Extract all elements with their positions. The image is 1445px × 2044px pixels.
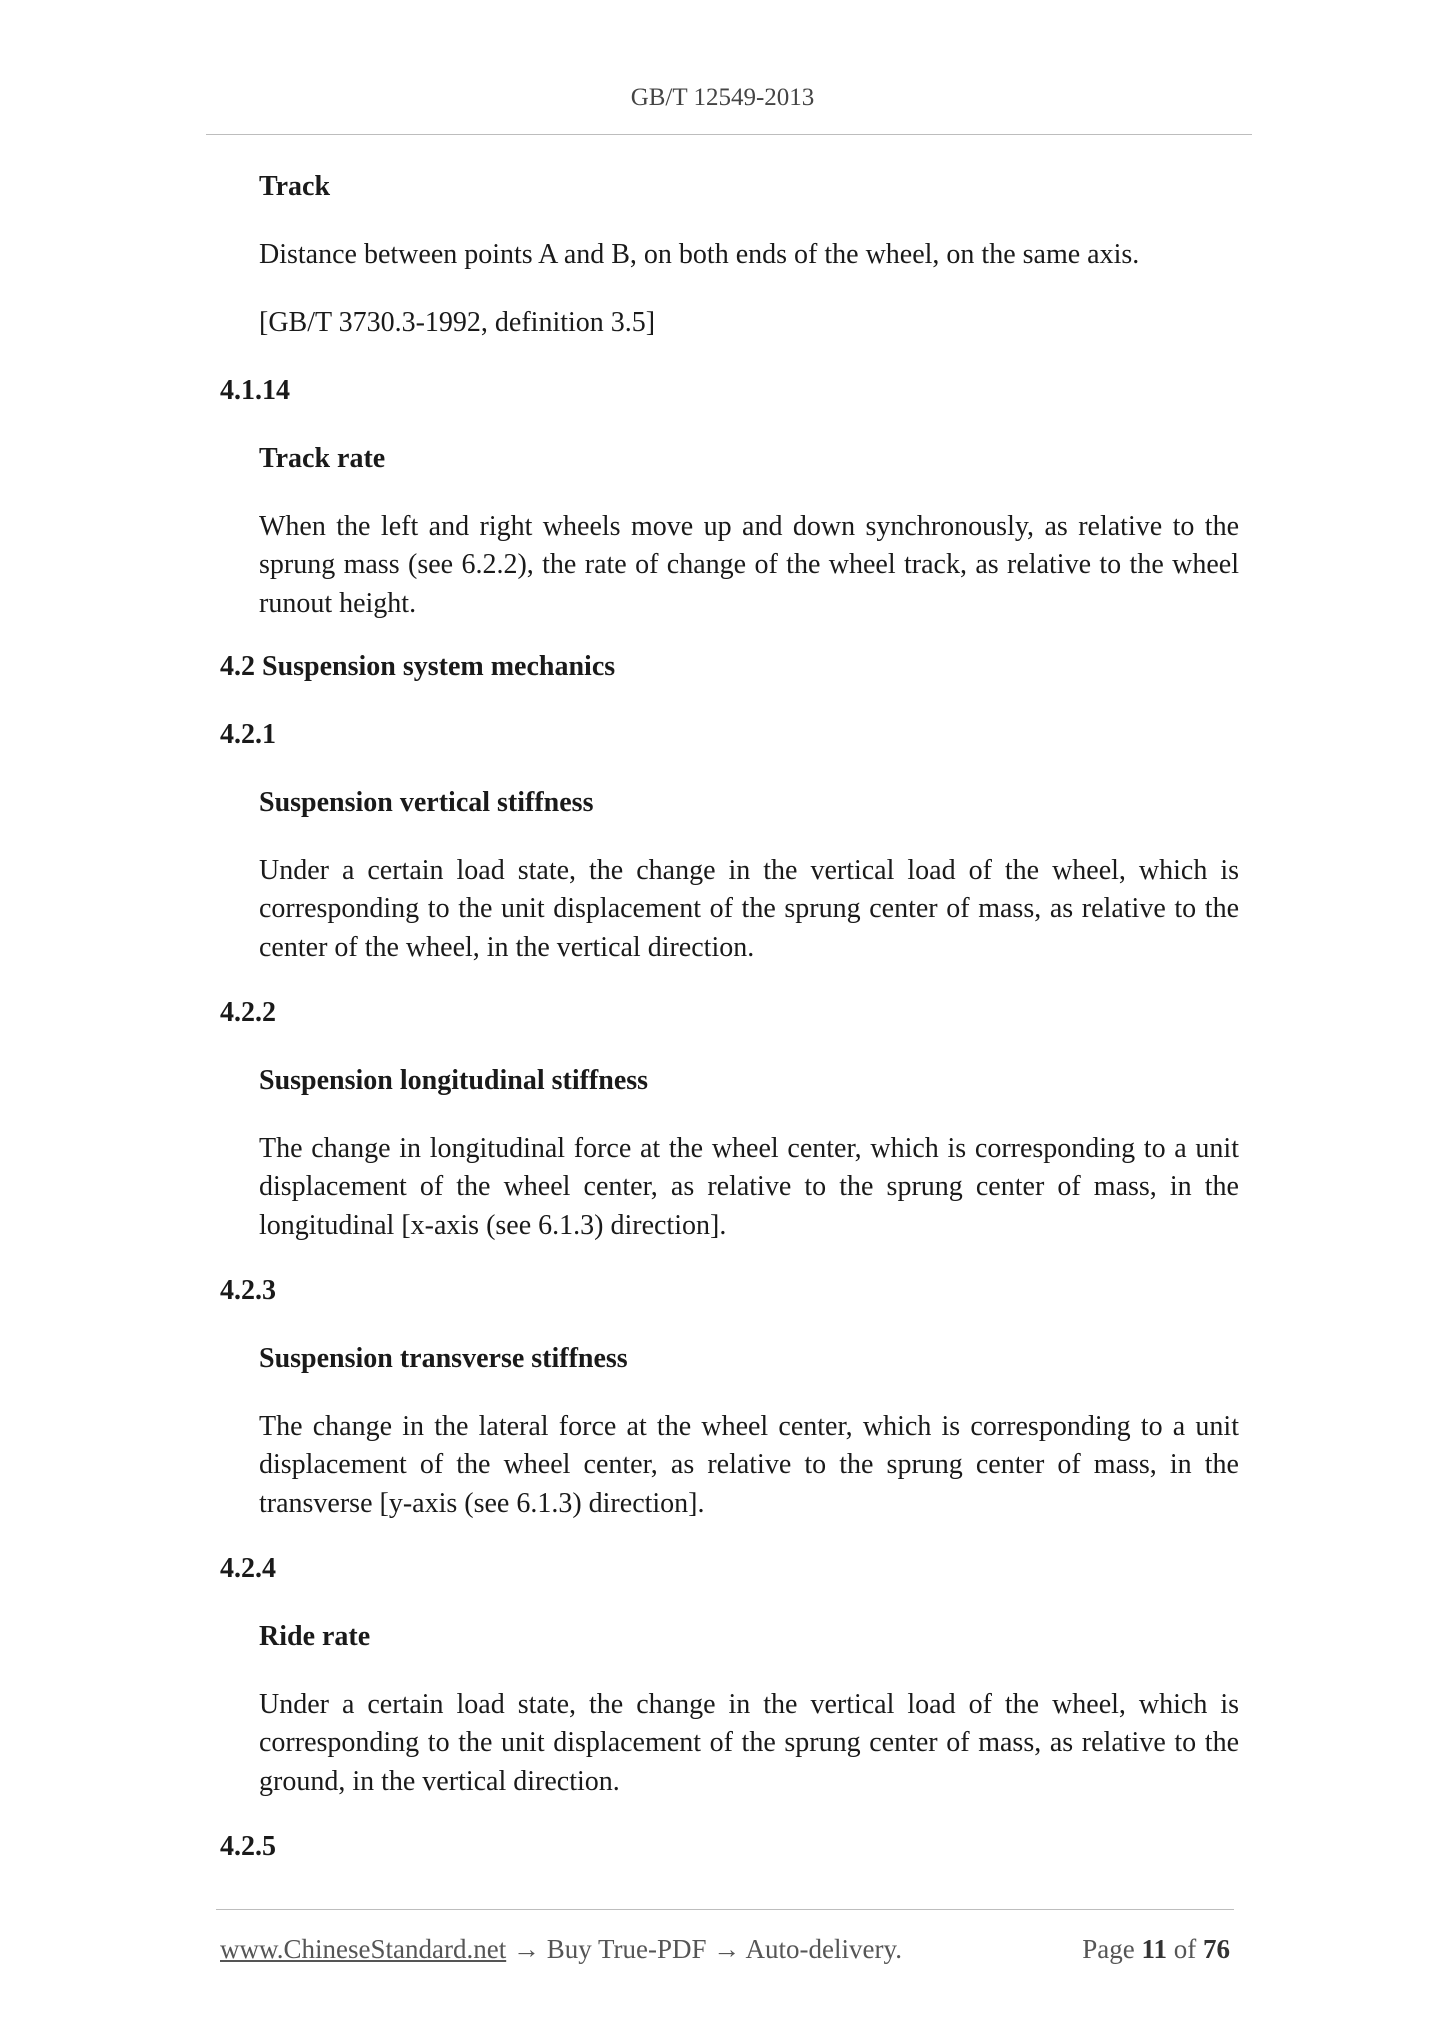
term-track: Track [259, 171, 331, 202]
definition-track-rate: When the left and right wheels move up and down synchronously, as relative to the sprung mass (see 6.2.2), the rate of change of the wheel track, as relative to the wheel runout height. [259, 511, 1239, 619]
footer-promo [220, 1929, 902, 1969]
arrow-right-icon: → [512, 1934, 540, 1964]
clause-number-4-1-14: 4.1.14 [220, 375, 290, 406]
term-suspension-vertical-stiffness: Suspension vertical stiffness [259, 787, 594, 818]
arrow-right-icon: → [713, 1934, 741, 1964]
definition-suspension-transverse-stiffness: The change in the lateral force at the wheel center, which is corresponding to a unit displacement of the wheel center, as relative to the sprung center of mass, in the transverse [y-axis (see 6.1.3) direction]. [259, 1411, 1239, 1519]
clause-number-4-2-1: 4.2.1 [220, 719, 276, 750]
header-divider [206, 134, 1252, 135]
page-label: Page [1082, 1934, 1135, 1964]
clause-number-4-2-4: 4.2.4 [220, 1553, 276, 1584]
page-footer [220, 1929, 1230, 1969]
site-link[interactable]: www.ChineseStandard.net [220, 1934, 507, 1964]
clause-number-4-2-5: 4.2.5 [220, 1831, 276, 1862]
term-ride-rate: Ride rate [259, 1621, 371, 1652]
auto-delivery-text: Auto-delivery. [745, 1934, 902, 1964]
page-counter [1082, 1929, 1230, 1969]
clause-number-4-2-2: 4.2.2 [220, 997, 276, 1028]
buy-pdf-text: Buy True-PDF [546, 1934, 707, 1964]
reference-track: [GB/T 3730.3-1992, definition 3.5] [259, 307, 656, 338]
footer-divider [216, 1909, 1234, 1910]
definition-ride-rate: Under a certain load state, the change in the vertical load of the wheel, which is corresponding to the unit displacement of the sprung center of mass, as relative to the ground, in the vertical direction. [259, 1689, 1239, 1797]
total-pages: 76 [1203, 1934, 1230, 1964]
clause-number-4-2-3: 4.2.3 [220, 1275, 276, 1306]
definition-suspension-vertical-stiffness: Under a certain load state, the change in the vertical load of the wheel, which is corresponding to the unit displacement of the sprung center of mass, as relative to the center of the wheel, in the vertical direction. [259, 855, 1239, 963]
term-suspension-transverse-stiffness: Suspension transverse stiffness [259, 1343, 628, 1374]
section-heading-4-2: 4.2 Suspension system mechanics [220, 651, 616, 682]
of-label: of [1173, 1934, 1197, 1964]
term-track-rate: Track rate [259, 443, 386, 474]
term-suspension-longitudinal-stiffness: Suspension longitudinal stiffness [259, 1065, 649, 1096]
definition-suspension-longitudinal-stiffness: The change in longitudinal force at the wheel center, which is corresponding to a unit displacement of the wheel center, as relative to the sprung center of mass, in the longitudinal [x-axis (see 6.1.3) direction]. [259, 1133, 1239, 1241]
page-header: GB/T 12549-2013 [630, 84, 815, 111]
definition-track: Distance between points A and B, on both ends of the wheel, on the same axis. [259, 239, 1140, 270]
current-page: 11 [1141, 1934, 1167, 1964]
